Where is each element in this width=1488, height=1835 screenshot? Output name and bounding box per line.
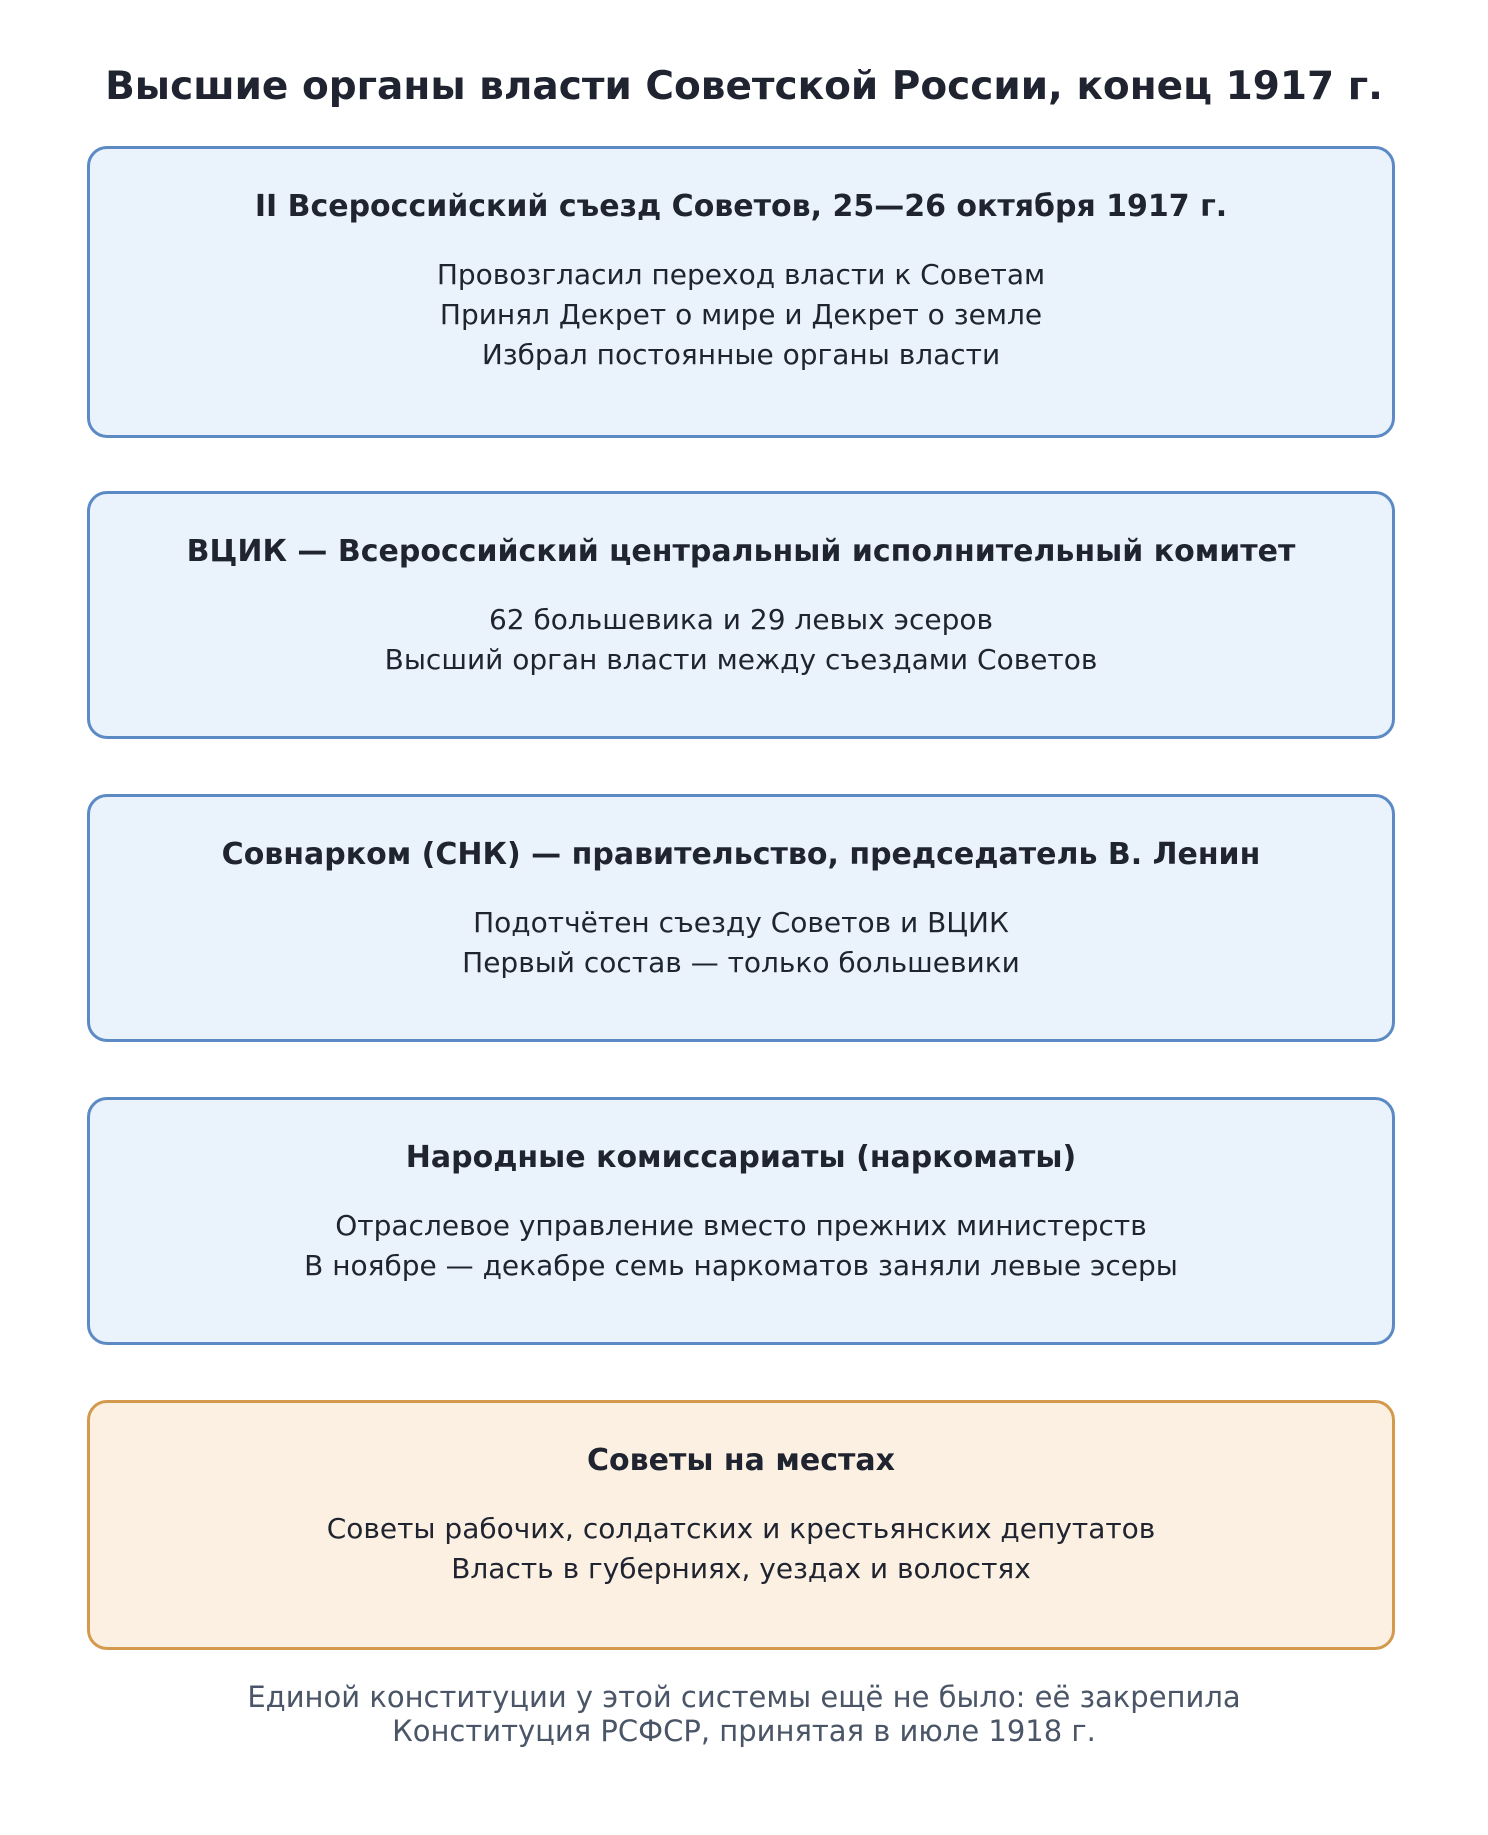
box-line: Высший орган власти между съездами Советов: [384, 643, 1098, 676]
box-title: Советы на местах: [587, 1443, 895, 1478]
box-line: Провозгласил переход власти к Советам: [436, 258, 1046, 291]
box-vtsik: [87, 491, 1395, 739]
box-line: Власть в губерниях, уездах и волостях: [451, 1552, 1031, 1585]
box-line: Отраслевое управление вместо прежних министерств: [335, 1209, 1147, 1242]
box-people-commissariats: [87, 1097, 1395, 1345]
box-description: [90, 600, 1392, 680]
footnote-line: Единой конституции у этой системы ещё не было: её закрепила: [247, 1680, 1241, 1714]
box-line: Советы рабочих, солдатских и крестьянских депутатов: [326, 1512, 1156, 1545]
box-line: В ноябре — декабре семь наркоматов заняли левые эсеры: [304, 1249, 1178, 1282]
diagram-title: Высшие органы власти Советской России, конец 1917 г.: [105, 64, 1383, 109]
box-congress-of-soviets: [87, 146, 1395, 438]
box-line: Первый состав — только большевики: [462, 946, 1020, 979]
box-title: Совнарком (СНК) — правительство, председатель В. Ленин: [221, 837, 1261, 872]
box-local-soviets: [87, 1400, 1395, 1650]
box-line: 62 большевика и 29 левых эсеров: [488, 603, 994, 636]
box-description: [90, 255, 1392, 375]
footnote-line: Конституция РСФСР, принятая в июле 1918 г.: [392, 1714, 1096, 1748]
box-description: [90, 1206, 1392, 1286]
box-line: Избрал постоянные органы власти: [481, 338, 1001, 371]
box-description: [90, 903, 1392, 983]
box-title: ВЦИК — Всероссийский центральный исполнительный комитет: [186, 534, 1296, 569]
box-line: Принял Декрет о мире и Декрет о земле: [439, 298, 1043, 331]
box-sovnarkom: [87, 794, 1395, 1042]
box-title: II Всероссийский съезд Советов, 25—26 октября 1917 г.: [254, 189, 1228, 224]
box-description: [90, 1509, 1392, 1589]
footnote: [0, 1680, 1488, 1748]
box-title: Народные комиссариаты (наркоматы): [405, 1140, 1077, 1175]
box-line: Подотчётен съезду Советов и ВЦИК: [473, 906, 1009, 939]
